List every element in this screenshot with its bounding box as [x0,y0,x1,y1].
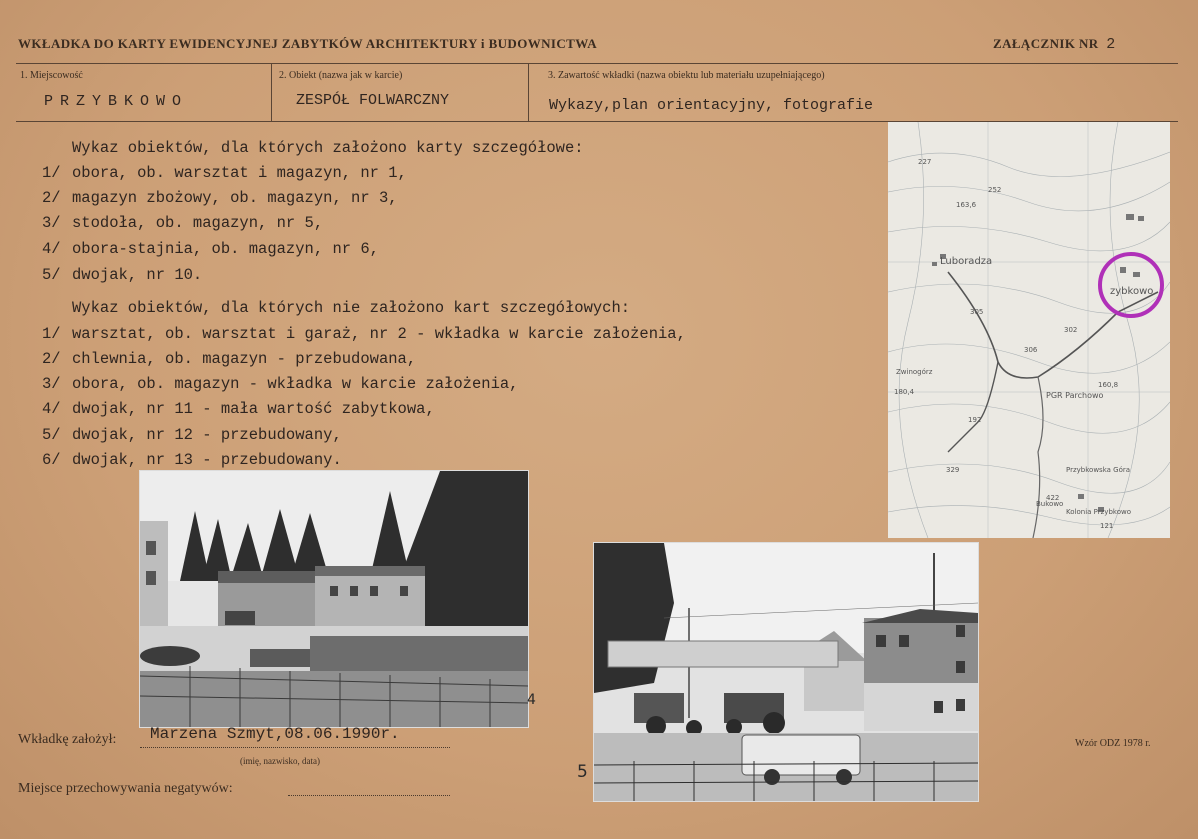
rule-top [16,63,1178,64]
list-item: stodoła, ob. magazyn, nr 5, [72,214,324,232]
map-height: 160,8 [1098,381,1119,389]
map-height: 302 [1064,326,1078,334]
photo-5-number: 5 [577,762,588,782]
field-1-label: 1. Miejscowość [20,70,83,81]
form-label: Wzór ODZ 1978 r. [1075,738,1151,749]
photo-farm-courtyard [139,470,529,728]
list-item-number: 3/ [42,214,61,232]
map-label: zybkowo [1110,286,1154,297]
map-label: Zwinogórz [896,368,933,376]
map-height: 121 [1100,522,1114,530]
list-item: obora, ob. magazyn - wkładka w karcie założenia, [72,375,519,393]
list-item-number: 5/ [42,426,61,444]
created-by-value: Marzena Szmyt,08.06.1990r. [150,725,400,743]
map-height: 306 [1024,346,1038,354]
created-by-hint: (imię, nazwisko, data) [240,756,320,766]
location-highlight-circle [1100,254,1162,316]
map-height: 252 [988,186,1002,194]
list-item-number: 4/ [42,400,61,418]
orientation-map [888,122,1170,538]
map-drawing [888,122,1170,538]
photo-4-number: 4 [527,692,536,708]
attachment-label [993,36,1116,53]
map-label: Kolonia Przybkowo [1066,508,1131,516]
list-item-number: 4/ [42,240,61,258]
field-3-label: 3. Zawartość wkładki (nazwa obiektu lub materiału uzupełniającego) [548,70,825,81]
list-item: dwojak, nr 10. [72,266,203,284]
divider-1 [271,63,272,121]
field-1-value: PRZYBKOWO [44,93,189,110]
list-item-number: 1/ [42,164,61,182]
list-item: dwojak, nr 13 - przebudowany. [72,451,342,469]
map-height: 163,6 [956,201,977,209]
field-3-value: Wykazy,plan orientacyjny, fotografie [549,97,874,114]
negatives-line [288,795,450,796]
field-2-value: ZESPÓŁ FOLWARCZNY [296,92,450,109]
map-height: 192 [968,416,982,424]
list-item-number: 6/ [42,451,61,469]
map-label: Bukowo [1036,500,1064,508]
created-by-line [140,747,450,748]
map-height: 329 [946,466,960,474]
list-item: obora, ob. warsztat i magazyn, nr 1, [72,164,407,182]
list-item-number: 2/ [42,350,61,368]
field-2-label: 2. Obiekt (nazwa jak w karcie) [279,70,403,81]
map-height: 305 [970,308,984,316]
list-item-number: 5/ [42,266,61,284]
list-item: magazyn zbożowy, ob. magazyn, nr 3, [72,189,398,207]
map-height: 422 [1046,494,1060,502]
attachment-number: 2 [1106,36,1116,53]
list-item-number: 2/ [42,189,61,207]
card-title: WKŁADKA DO KARTY EWIDENCYJNEJ ZABYTKÓW ARCHITEKTURY i BUDOWNICTWA [18,36,597,51]
list-item: dwojak, nr 12 - przebudowany, [72,426,342,444]
list-item-number: 3/ [42,375,61,393]
map-height: 180,4 [894,388,915,396]
photo-farm-machinery [593,542,979,802]
map-label: PGR Parchowo [1046,391,1104,400]
list1-heading: Wykaz obiektów, dla których założono karty szczegółowe: [72,139,584,157]
divider-2 [528,63,529,121]
list-item: obora-stajnia, ob. magazyn, nr 6, [72,240,379,258]
list-item-number: 1/ [42,325,61,343]
list2-heading: Wykaz obiektów, dla których nie założono kart szczegółowych: [72,299,631,317]
map-label: Luboradza [940,256,993,267]
map-label: Przybkowska Góra [1066,466,1131,474]
attachment-label-text: ZAŁĄCZNIK NR [993,36,1099,51]
list-item: chlewnia, ob. magazyn - przebudowana, [72,350,417,368]
created-by-label: Wkładkę założył: [18,732,117,747]
list-item: warsztat, ob. warsztat i garaż, nr 2 - wkładka w karcie założenia, [72,325,686,343]
list-item: dwojak, nr 11 - mała wartość zabytkowa, [72,400,435,418]
map-height: 227 [918,158,932,166]
negatives-label: Miejsce przechowywania negatywów: [18,781,233,796]
